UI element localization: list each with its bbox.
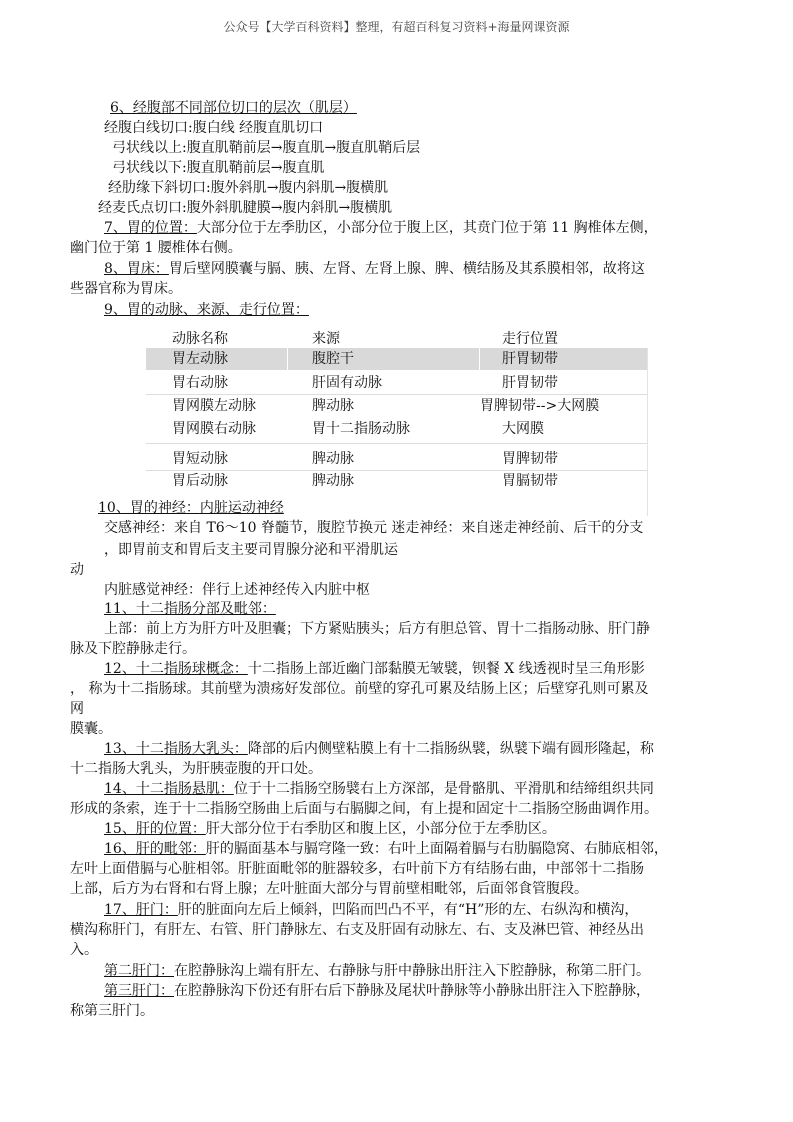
section-7-text: 大部分位于左季肋区，小部分位于腹上区，其贲门位于第 11 胸椎体左侧， — [196, 220, 658, 236]
table-cell: 肝胃韧带 — [502, 351, 558, 367]
section-8-title: 8、胃床： — [104, 261, 169, 277]
section-10 — [98, 499, 284, 517]
table-header-row — [146, 328, 648, 350]
section-12-title: 12、十二指肠球概念： — [104, 661, 248, 677]
section-13 — [104, 740, 654, 758]
page-header: 公众号【大学百科资料】整理，有超百科复习资料+海量网课资源 — [223, 20, 570, 34]
text-line: 网 — [70, 701, 84, 717]
section-7 — [104, 219, 658, 237]
text-line: 横沟称肝门，有肝左、右管、肝门静脉左、右支及肝固有动脉左、右、支及淋巴管、神经丛出 — [70, 922, 644, 938]
section-16 — [104, 840, 668, 858]
text-line: 脉及下腔静脉走行。 — [70, 641, 196, 657]
text-line: 膜囊。 — [70, 721, 112, 737]
table-cell: 胃十二指肠动脉 — [312, 421, 410, 437]
section-14-text: 位于十二指肠空肠襞右上方深部，是骨骼肌、平滑肌和结缔组织共同 — [233, 781, 654, 797]
table-cell: 胃后动脉 — [172, 473, 228, 489]
text-line: 上部：前上方为肝方叶及胆囊；下方紧贴胰头；后方有胆总管、胃十二指肠动脉、肝门静 — [104, 621, 650, 637]
table-row — [146, 418, 648, 440]
table-border — [647, 348, 648, 516]
table-header: 动脉名称 — [172, 331, 228, 347]
table-cell: 胃网膜右动脉 — [172, 421, 256, 437]
table-cell: 脾动脉 — [312, 451, 354, 467]
text-line: 十二指肠大乳头，为肝胰壶腹的开口处。 — [70, 761, 322, 777]
table-header: 来源 — [312, 331, 340, 347]
text-line: 弓状线以上:腹直肌鞘前层→腹直肌→腹直肌鞘后层 — [112, 140, 421, 156]
section-16-text: 肝的膈面基本与膈穹隆一致：右叶上面隔着膈与右肋膈隐窝、右肺底相邻， — [205, 841, 668, 857]
text-line: 入。 — [70, 942, 98, 958]
table-row — [146, 470, 648, 492]
text-line: 经麦氏点切口:腹外斜肌腱膜→腹内斜肌→腹横肌 — [98, 200, 393, 216]
section-15-title: 15、肝的位置： — [104, 821, 206, 837]
table-cell: 胃脾韧带 — [502, 451, 558, 467]
table-row — [146, 395, 648, 417]
text-line: 形成的条索，连于十二指肠空肠曲上后面与右膈脚之间，有上提和固定十二指肠空肠曲调作用。 — [70, 801, 658, 817]
table-cell: 胃左动脉 — [172, 351, 228, 367]
section-17 — [104, 901, 638, 919]
table-divider — [479, 348, 480, 370]
third-hilum — [104, 982, 650, 1000]
table-row — [146, 372, 648, 394]
table-cell: 脾动脉 — [312, 398, 354, 414]
section-7-title: 7、胃的位置： — [104, 220, 197, 236]
third-hilum-title: 第三肝门： — [104, 983, 174, 999]
section-12 — [104, 660, 645, 678]
text-line: 些器官称为胃床。 — [70, 281, 182, 297]
section-16-title: 16、肝的毗邻： — [104, 841, 206, 857]
section-8 — [104, 260, 645, 278]
section-15-text: 肝大部分位于右季肋区和腹上区，小部分位于左季肋区。 — [205, 821, 556, 837]
section-8-text: 胃后壁网膜囊与膈、胰、左肾、左肾上腺、脾、横结肠及其系膜相邻，故将这 — [168, 261, 645, 277]
section-10-text: 内脏运动神经 — [199, 500, 284, 516]
table-cell: 胃短动脉 — [172, 451, 228, 467]
table-cell: 肝胃韧带 — [502, 375, 558, 391]
table-cell: 腹腔干 — [312, 351, 354, 367]
table-cell: 胃膈韧带 — [502, 473, 558, 489]
section-6-title: 6、经腹部不同部位切口的层次（肌层） — [110, 100, 357, 116]
table-row — [146, 348, 648, 370]
second-hilum — [104, 962, 650, 980]
table-cell: 胃右动脉 — [172, 375, 228, 391]
text-line: ，即胃前支和胃后支主要司胃腺分泌和平滑肌运 — [104, 542, 398, 558]
section-12-text: 十二指肠上部近幽门部黏膜无皱襞，钡餐 X 线透视时呈三角形影 — [247, 661, 645, 677]
text-line: 左叶上面借膈与心脏相邻。肝脏面毗邻的脏器较多，右叶前下方有结肠右曲，中部邻十二指肠 — [70, 861, 644, 877]
section-11-title: 11、十二指肠分部及毗邻： — [104, 601, 276, 617]
table-divider — [287, 348, 288, 370]
table-cell: 胃脾韧带-->大网膜 — [480, 398, 600, 414]
second-hilum-text: 在腔静脉沟上端有肝左、右静脉与肝中静脉出肝注入下腔静脉，称第二肝门。 — [174, 963, 650, 979]
section-9-title: 9、胃的动脉、来源、走行位置： — [104, 302, 309, 318]
table-row — [146, 448, 648, 470]
third-hilum-text: 在腔静脉沟下份还有肝右后下静脉及尾状叶静脉等小静脉出肝注入下腔静脉， — [174, 983, 650, 999]
text-line: ， 称为十二指肠球。其前壁为溃疡好发部位。前壁的穿孔可累及结肠上区；后壁穿孔则可累及 — [70, 681, 649, 697]
section-14-title: 14、十二指肠悬肌： — [104, 781, 234, 797]
text-line: 经肋缘下斜切口:腹外斜肌→腹内斜肌→腹横肌 — [108, 180, 389, 196]
table-cell: 胃网膜左动脉 — [172, 398, 256, 414]
text-line: 交感神经：来自 T6～10 脊髓节，腹腔节换元 迷走神经：来自迷走神经前、后干的分支 — [104, 520, 644, 536]
section-14 — [104, 780, 654, 798]
section-15 — [104, 820, 556, 838]
text-line: 经腹白线切口:腹白线 经腹直肌切口 — [104, 120, 324, 136]
table-cell: 肝固有动脉 — [312, 375, 382, 391]
section-10-title: 10、胃的神经： — [98, 500, 200, 516]
section-17-text: 肝的脏面向左后上倾斜，凹陷而凹凸不平，有“H”形的左、右纵沟和横沟， — [177, 902, 639, 918]
table-header: 走行位置 — [502, 331, 558, 347]
artery-table — [146, 328, 648, 516]
text-line: 上部，后方为右肾和右肾上腺；左叶脏面大部分与胃前壁相毗邻，后面邻食管腹段。 — [70, 881, 588, 897]
second-hilum-title: 第二肝门： — [104, 963, 174, 979]
section-13-title: 13、十二指肠大乳头： — [104, 741, 248, 757]
text-line: 幽门位于第 1 腰椎体右侧。 — [70, 240, 242, 256]
section-17-title: 17、肝门： — [104, 902, 178, 918]
table-divider — [146, 443, 648, 444]
section-13-text: 降部的后内侧壁粘膜上有十二指肠纵襞，纵襞下端有圆形隆起，称 — [247, 741, 654, 757]
table-cell: 脾动脉 — [312, 473, 354, 489]
text-line: 弓状线以下:腹直肌鞘前层→腹直肌 — [112, 160, 325, 176]
table-cell: 大网膜 — [502, 421, 544, 437]
text-line: 称第三肝门。 — [70, 1003, 154, 1019]
text-line: 内脏感觉神经：伴行上述神经传入内脏中枢 — [104, 582, 370, 598]
text-line: 动 — [70, 562, 84, 578]
